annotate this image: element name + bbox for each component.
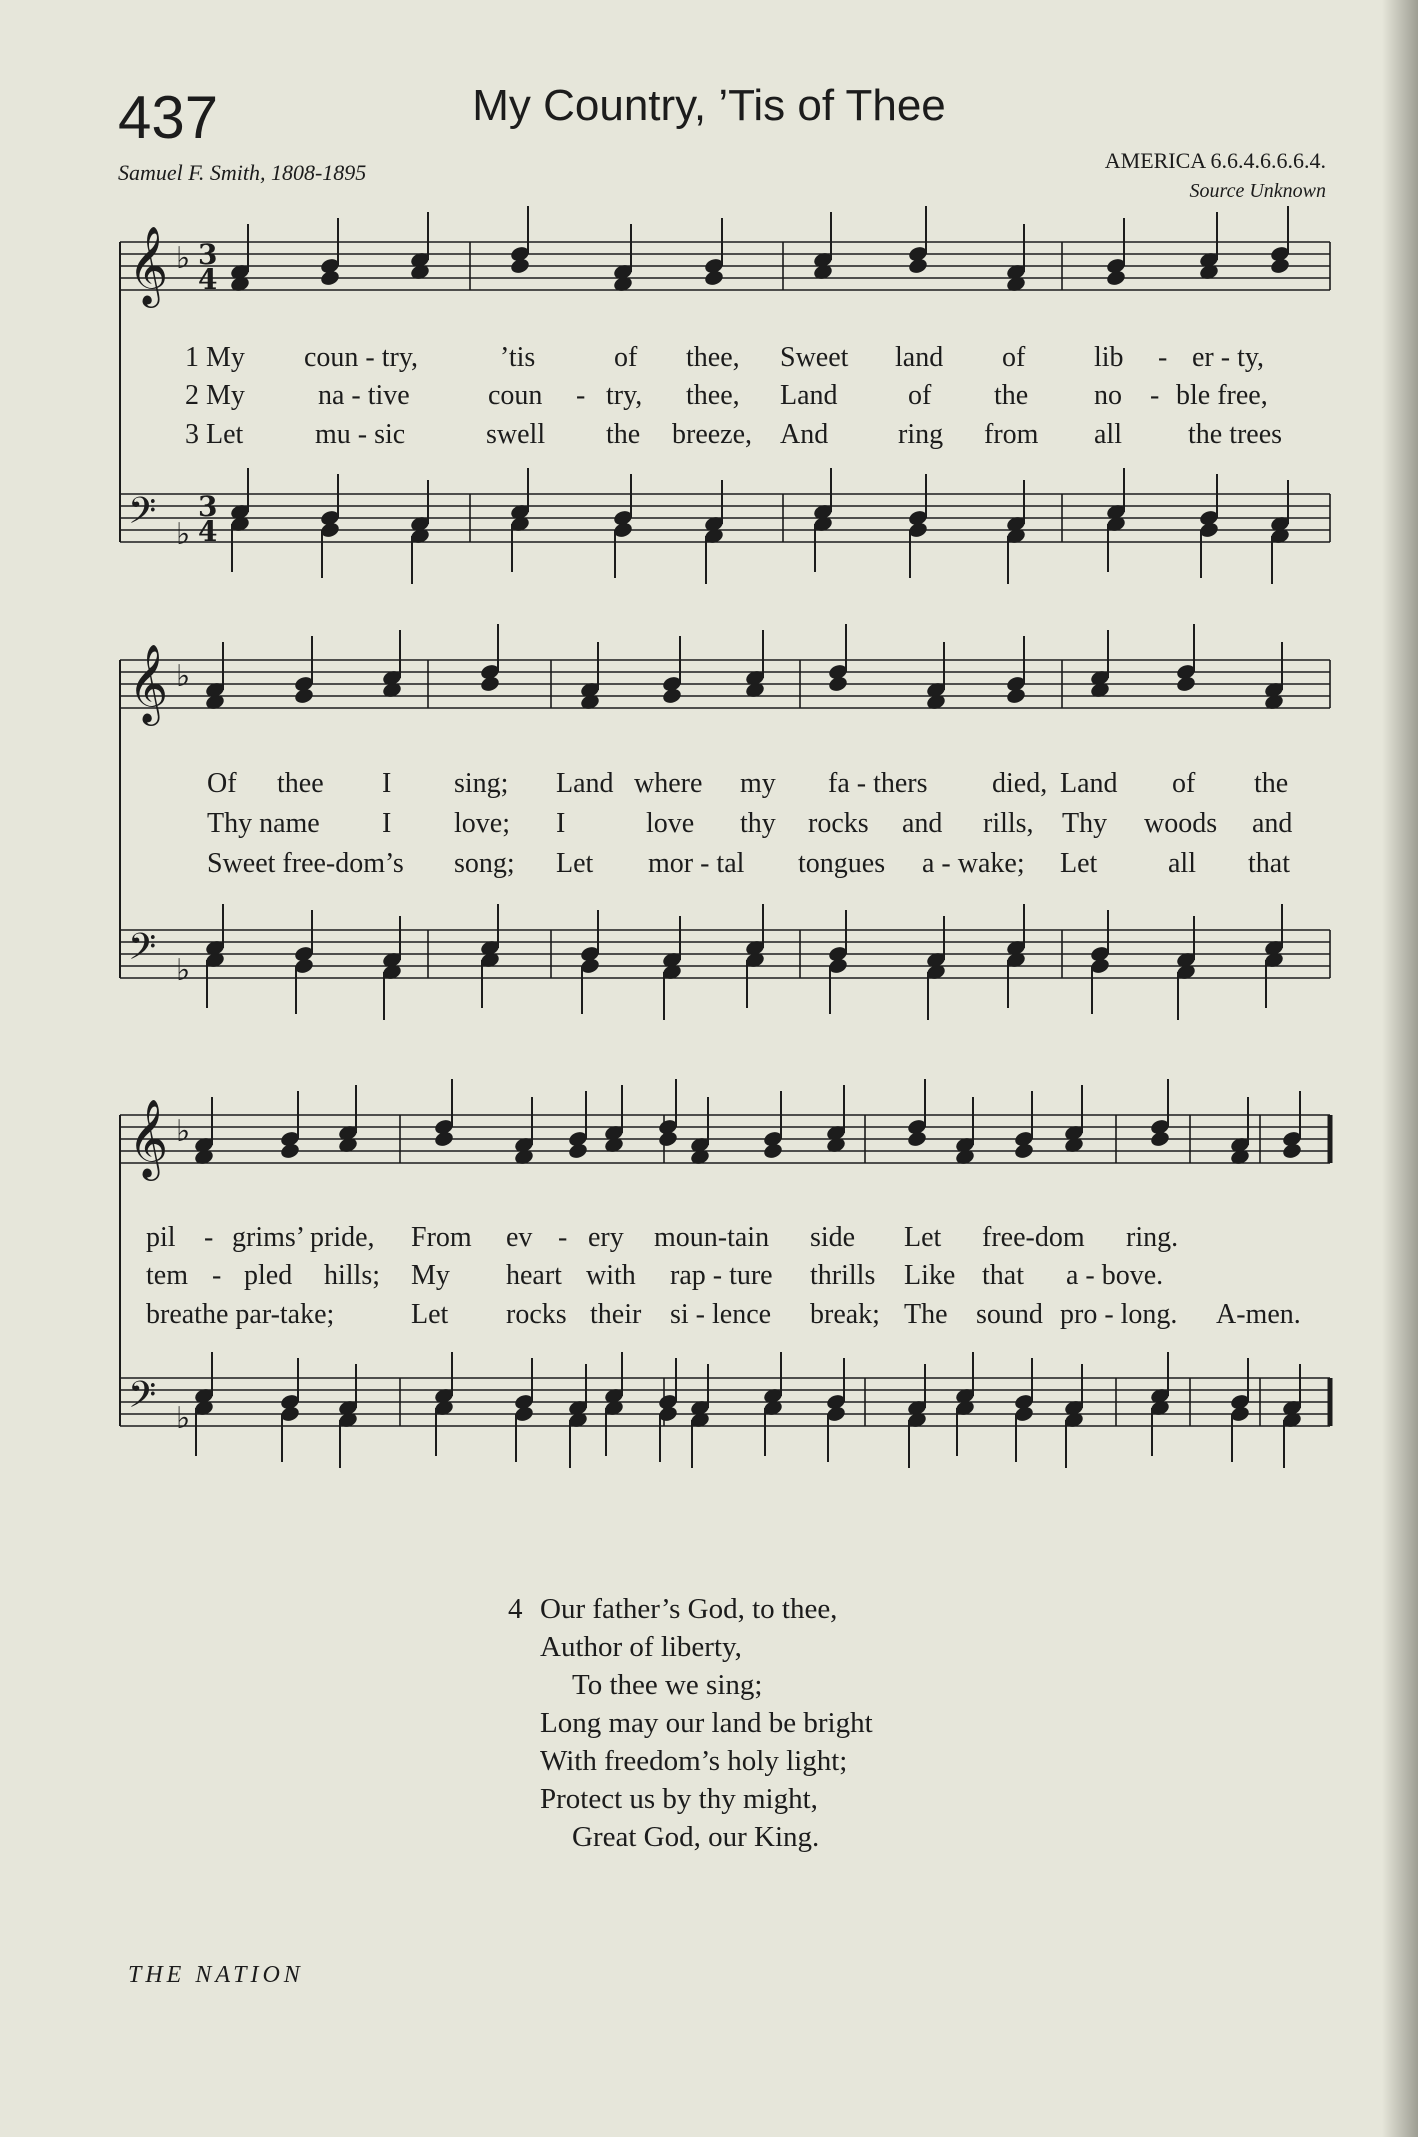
lyric: of bbox=[1172, 768, 1196, 799]
lyric: thee bbox=[277, 768, 324, 799]
section-footer: THE NATION bbox=[128, 1962, 304, 1988]
lyric: died, bbox=[992, 768, 1048, 799]
note-head bbox=[1175, 675, 1196, 693]
verse-line: To thee we sing; bbox=[572, 1669, 763, 1701]
lyric: A-men. bbox=[1216, 1299, 1301, 1330]
lyric: 2 My bbox=[185, 380, 245, 411]
bass-clef-icon: 𝄢 bbox=[128, 926, 157, 977]
note-head bbox=[509, 257, 530, 275]
lyric: ev bbox=[506, 1222, 533, 1253]
lyric: where bbox=[634, 768, 703, 799]
lyric: all bbox=[1168, 848, 1196, 879]
lyric: land bbox=[895, 342, 944, 373]
lyric: and bbox=[1252, 808, 1293, 839]
verse-line: Author of liberty, bbox=[540, 1631, 742, 1663]
lyric: I bbox=[556, 808, 566, 839]
lyric: thy bbox=[740, 808, 776, 839]
note-head bbox=[319, 269, 340, 287]
flat-icon: ♭ bbox=[176, 241, 191, 276]
flat-icon: ♭ bbox=[176, 517, 191, 552]
note-head bbox=[567, 1142, 588, 1160]
lyric: ery bbox=[588, 1222, 624, 1253]
flat-icon: ♭ bbox=[176, 1114, 191, 1149]
note-head bbox=[1269, 257, 1290, 275]
lyric: - bbox=[212, 1260, 222, 1291]
lyric: Let bbox=[411, 1299, 449, 1330]
lyric: pro - long. bbox=[1060, 1299, 1178, 1330]
lyric: 1 My bbox=[185, 342, 245, 373]
verse-number: 4 bbox=[508, 1593, 523, 1625]
lyric: that bbox=[982, 1260, 1024, 1291]
lyric: ring. bbox=[1126, 1222, 1179, 1253]
lyric: thee, bbox=[686, 342, 740, 373]
lyric: of bbox=[614, 342, 638, 373]
verse-line: Great God, our King. bbox=[572, 1821, 820, 1853]
time-signature-top: 3 bbox=[198, 238, 218, 271]
lyric: and bbox=[902, 808, 943, 839]
lyric: heart bbox=[506, 1260, 562, 1291]
lyric: my bbox=[740, 768, 776, 799]
lyric: mu - sic bbox=[315, 419, 406, 450]
lyric: woods bbox=[1144, 808, 1218, 839]
lyric: ble free, bbox=[1176, 380, 1268, 411]
bass-clef-icon: 𝄢 bbox=[128, 1374, 157, 1425]
lyric: tongues bbox=[798, 848, 886, 879]
lyric: From bbox=[411, 1222, 472, 1253]
lyric: Thy bbox=[1062, 808, 1108, 839]
lyric: free-dom bbox=[982, 1222, 1085, 1253]
verse-4 bbox=[508, 1590, 873, 1856]
flat-icon: ♭ bbox=[176, 659, 191, 694]
lyric: their bbox=[590, 1299, 642, 1330]
lyric: of bbox=[908, 380, 932, 411]
note-head bbox=[1105, 269, 1126, 287]
lyric: breeze, bbox=[672, 419, 753, 450]
lyric: the bbox=[994, 380, 1029, 411]
lyric: of bbox=[1002, 342, 1026, 373]
lyric: thee, bbox=[686, 380, 740, 411]
lyric: si - lence bbox=[670, 1299, 772, 1330]
lyric: love; bbox=[454, 808, 510, 839]
lyric: break; bbox=[810, 1299, 880, 1330]
lyric: - bbox=[1158, 342, 1168, 373]
lyric: Land bbox=[556, 768, 614, 799]
lyric: the trees bbox=[1188, 419, 1283, 450]
lyric: with bbox=[586, 1260, 636, 1291]
lyric: Of bbox=[207, 768, 237, 799]
lyric: - bbox=[558, 1222, 568, 1253]
lyric: all bbox=[1094, 419, 1122, 450]
lyric: the bbox=[1254, 768, 1289, 799]
lyric: Sweet bbox=[780, 342, 849, 373]
treble-clef-icon: 𝄞 bbox=[128, 226, 169, 305]
hymn-title: My Country, ’Tis of Thee bbox=[472, 81, 946, 130]
lyric: The bbox=[904, 1299, 948, 1330]
lyric: lib bbox=[1094, 342, 1124, 373]
lyric: Sweet free-dom’s bbox=[207, 848, 404, 879]
lyric: grims’ pride, bbox=[232, 1222, 375, 1253]
treble-clef-icon: 𝄞 bbox=[128, 1099, 169, 1178]
lyric: side bbox=[810, 1222, 856, 1253]
lyric: the bbox=[606, 419, 641, 450]
lyric: thrills bbox=[810, 1260, 876, 1291]
lyric: moun-tain bbox=[654, 1222, 770, 1253]
note-head bbox=[1281, 1142, 1302, 1160]
bass-clef-icon: 𝄢 bbox=[128, 490, 157, 541]
lyric: na - tive bbox=[318, 380, 410, 411]
note-head bbox=[703, 269, 724, 287]
lyric: no bbox=[1094, 380, 1122, 411]
note-head bbox=[907, 257, 928, 275]
lyric: Like bbox=[904, 1260, 956, 1291]
lyric: sing; bbox=[454, 768, 509, 799]
lyric: fa - thers bbox=[828, 768, 928, 799]
lyric: - bbox=[204, 1222, 214, 1253]
lyric: breathe par-take; bbox=[146, 1299, 335, 1330]
lyric: love bbox=[646, 808, 695, 839]
lyric: try, bbox=[606, 380, 643, 411]
lyric: er - ty, bbox=[1192, 342, 1265, 373]
tune-source: Source Unknown bbox=[1189, 180, 1326, 202]
lyric: pled bbox=[244, 1260, 293, 1291]
verse-line: Protect us by thy might, bbox=[540, 1783, 818, 1815]
note-head bbox=[1005, 687, 1026, 705]
flat-icon: ♭ bbox=[176, 953, 191, 988]
lyric: Let bbox=[556, 848, 594, 879]
note-head bbox=[279, 1142, 300, 1160]
lyric: Thy name bbox=[207, 808, 320, 839]
lyric: And bbox=[780, 419, 829, 450]
note-head bbox=[293, 687, 314, 705]
lyric: coun bbox=[488, 380, 543, 411]
note-head bbox=[1149, 1130, 1170, 1148]
author-credit: Samuel F. Smith, 1808-1895 bbox=[118, 160, 367, 185]
lyric: I bbox=[382, 768, 392, 799]
lyric: rocks bbox=[808, 808, 869, 839]
lyric: a - wake; bbox=[922, 848, 1025, 879]
note-head bbox=[906, 1130, 927, 1148]
time-signature-bottom: 4 bbox=[198, 515, 218, 548]
lyric: pil bbox=[146, 1222, 176, 1253]
lyric: My bbox=[411, 1260, 450, 1291]
lyric: that bbox=[1248, 848, 1290, 879]
note-head bbox=[479, 675, 500, 693]
verse-line: Long may our land be bright bbox=[540, 1707, 873, 1739]
lyric: 3 Let bbox=[185, 419, 244, 450]
lyric: sound bbox=[976, 1299, 1043, 1330]
lyric: Let bbox=[904, 1222, 942, 1253]
hymn-number: 437 bbox=[118, 84, 219, 151]
note-head bbox=[661, 687, 682, 705]
tune-name: AMERICA 6.6.4.6.6.6.4. bbox=[1104, 148, 1326, 173]
lyric: tem bbox=[146, 1260, 188, 1291]
treble-clef-icon: 𝄞 bbox=[128, 644, 169, 723]
note-head bbox=[433, 1130, 454, 1148]
lyric: Land bbox=[1060, 768, 1118, 799]
lyric: - bbox=[1150, 380, 1160, 411]
note-head bbox=[762, 1142, 783, 1160]
lyric: rills, bbox=[983, 808, 1034, 839]
lyric: Let bbox=[1060, 848, 1098, 879]
lyric: coun - try, bbox=[304, 342, 419, 373]
note-head bbox=[657, 1130, 678, 1148]
lyric: rap - ture bbox=[670, 1260, 773, 1291]
lyric: mor - tal bbox=[648, 848, 745, 879]
lyric: hills; bbox=[324, 1260, 381, 1291]
lyric: from bbox=[984, 419, 1039, 450]
verse-line bbox=[508, 1590, 873, 1628]
lyric: swell bbox=[486, 419, 546, 450]
note-head bbox=[827, 675, 848, 693]
verse-text: Our father’s God, to thee, bbox=[540, 1593, 838, 1625]
lyric: Land bbox=[780, 380, 838, 411]
note-head bbox=[1013, 1142, 1034, 1160]
time-signature-top: 3 bbox=[198, 490, 218, 523]
verse-line: With freedom’s holy light; bbox=[540, 1745, 848, 1777]
lyric: rocks bbox=[506, 1299, 567, 1330]
time-signature-bottom: 4 bbox=[198, 263, 218, 296]
lyric: song; bbox=[454, 848, 515, 879]
lyric: ’tis bbox=[500, 342, 536, 373]
lyric: I bbox=[382, 808, 392, 839]
lyric: a - bove. bbox=[1066, 1260, 1164, 1291]
lyric: - bbox=[576, 380, 586, 411]
flat-icon: ♭ bbox=[176, 1401, 191, 1436]
lyric: ring bbox=[898, 419, 944, 450]
